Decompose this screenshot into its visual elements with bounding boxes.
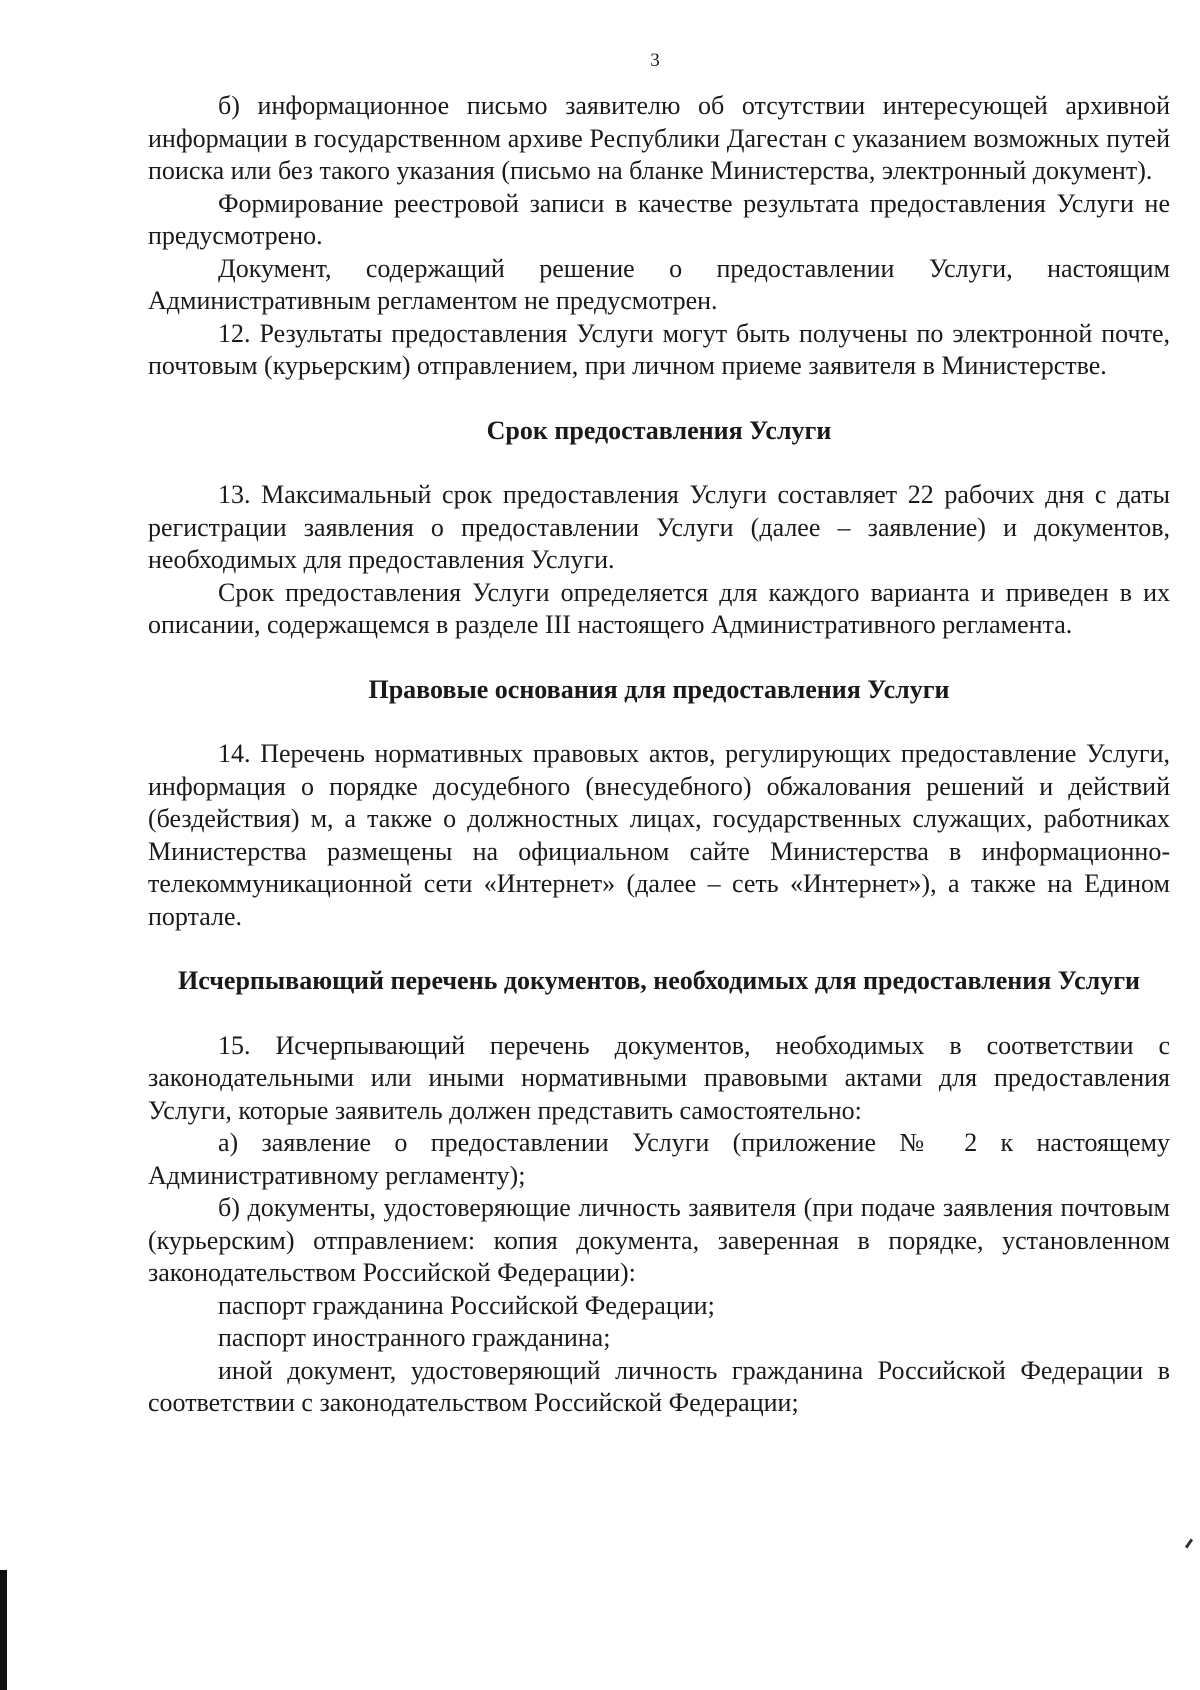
list-item-other-identity-doc: иной документ, удостоверяющий личность гражданина Российской Федерации в соответствии с законодательством Российской Федерации; [148, 1355, 1170, 1417]
list-item-passport-rf: паспорт гражданина Российской Федерации; [218, 1290, 715, 1320]
paragraph-decision-document: Документ, содержащий решение о предоставлении Услуги, настоящим Административным регламентом не предусмотрен. [148, 253, 1170, 315]
page-number: 3 [650, 50, 660, 71]
list-item-foreign-passport: паспорт иностранного гражданина; [218, 1323, 611, 1352]
paragraph-13-max-term: 13. Максимальный срок предоставления Услуги составляет 22 рабочих дня с даты регистрации заявления о предоставлении Услуги (далее – заявление) и документов, необходимых для предоставления Услуги. [148, 480, 1170, 574]
heading-required-documents: Исчерпывающий перечень документов, необходимых для предоставления Услуги [178, 966, 1140, 995]
paragraph-15-documents-list: 15. Исчерпывающий перечень документов, необходимых в соответствии с законодательными или иными нормативными правовыми актами для предоставления Услуги, которые заявитель должен представить самостоятельно: [148, 1030, 1170, 1125]
paragraph-registry-record: Формирование реестровой записи в качестве результата предоставления Услуги не предусмотрено. [148, 188, 1170, 250]
scan-edge-mark [0, 1570, 7, 1690]
scan-speck [1185, 1539, 1193, 1549]
paragraph-14-legal-acts: 14. Перечень нормативных правовых актов, регулирующих предоставление Услуги, информация о порядке досудебного (внесудебного) обжалования решений и действий (бездействия) м, а также о должностных лицах, государственных служащих, работниках Министерства размещены на официальном сайте Министерства в информационно-телекоммуникационной сети «Интернет» (далее – сеть «Интернет»), а также на Едином портале. [148, 739, 1170, 931]
document-body [148, 90, 1170, 1420]
paragraph-12-results: 12. Результаты предоставления Услуги могут быть получены по электронной почте, почтовым (курьерским) отправлением, при личном приеме заявителя в Министерстве. [148, 318, 1170, 380]
heading-legal-basis: Правовые основания для предоставления Услуги [368, 674, 950, 704]
list-item-b-identity-documents: б) документы, удостоверяющие личность заявителя (при подаче заявления почтовым (курьерским) отправлением: копия документа, заверенная в порядке, установленном законодательством Российской Федерации): [148, 1193, 1170, 1287]
paragraph-term-variants: Срок предоставления Услуги определяется для каждого варианта и приведен в их описании, содержащемся в разделе III настоящего Административного регламента. [148, 577, 1170, 639]
heading-service-term: Срок предоставления Услуги [486, 415, 832, 445]
list-item-a-application: а) заявление о предоставлении Услуги (приложение № 2 к настоящему Административному регламенту); [148, 1128, 1170, 1190]
paragraph-b-info-letter: б) информационное письмо заявителю об отсутствии интересующей архивной информации в государственном архиве Республики Дагестан с указанием возможных путей поиска или без такого указания (письмо на бланке Министерства, электронный документ). [148, 91, 1170, 185]
